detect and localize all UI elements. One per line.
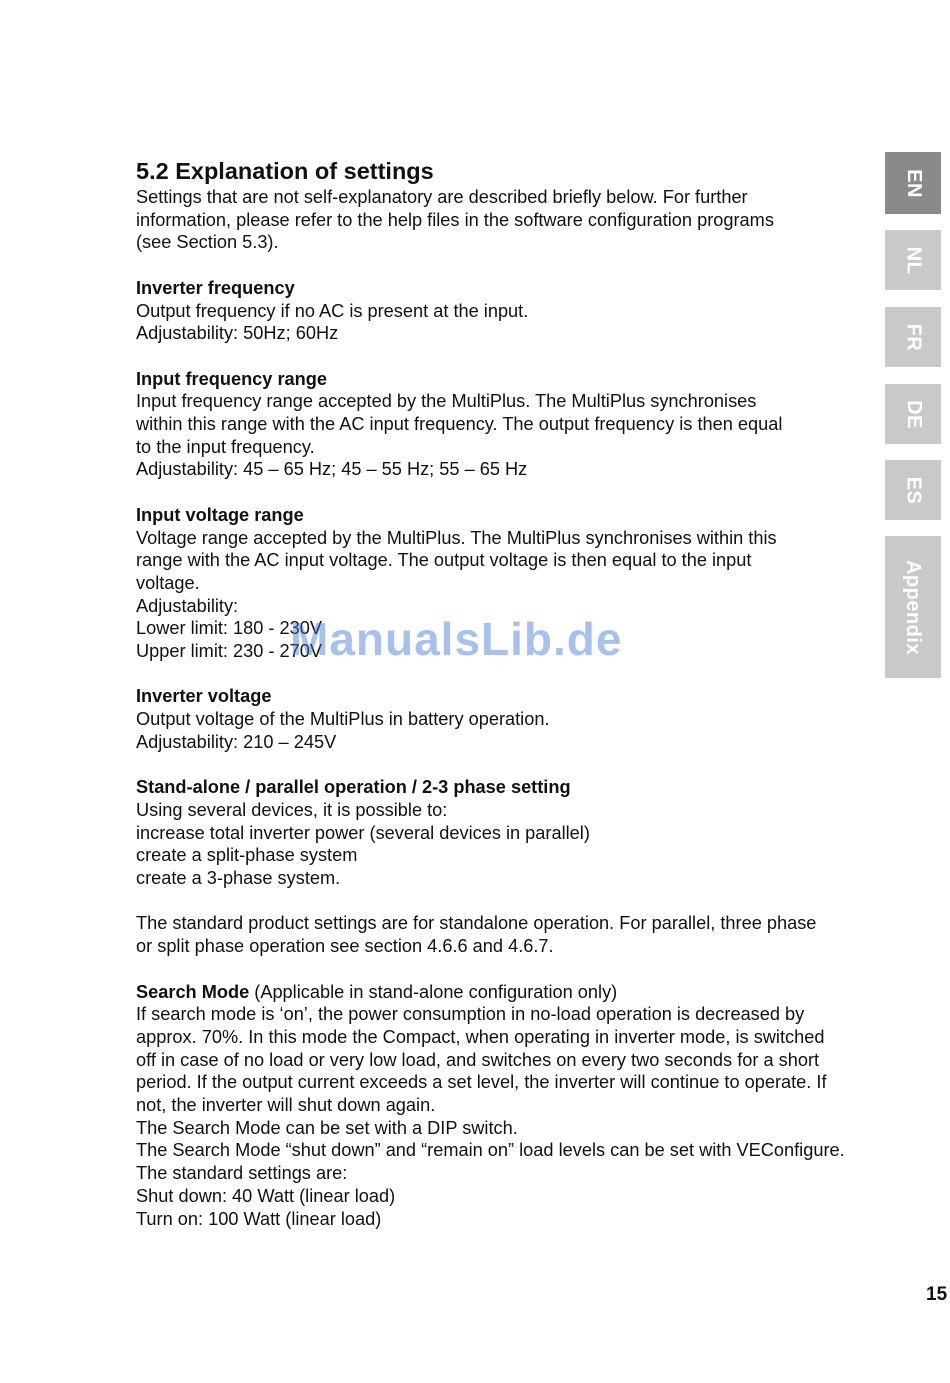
tab-fr[interactable] — [885, 307, 941, 367]
section-heading: Search Mode — [136, 981, 250, 1002]
watermark: ManualsLib.de — [290, 613, 623, 665]
section-heading: Inverter voltage — [136, 686, 272, 707]
body-line: range with the AC input voltage. The output voltage is then equal to the input — [136, 550, 752, 571]
section-input-frequency-range — [136, 368, 911, 482]
tab-appendix[interactable] — [885, 536, 941, 678]
body-line: to the input frequency. — [136, 436, 315, 457]
body-line: Using several devices, it is possible to: — [136, 799, 448, 820]
tab-nl[interactable] — [885, 230, 941, 290]
intro-line: (see Section 5.3). — [136, 232, 279, 253]
body-line: within this range with the AC input frequency. The output frequency is then equal — [136, 414, 783, 434]
section-heading: Input voltage range — [136, 504, 304, 525]
body-line: Shut down: 40 Watt (linear load) — [136, 1185, 396, 1206]
body-line: approx. 70%. In this mode the Compact, when operating in inverter mode, is switched — [136, 1026, 825, 1047]
body-line: Adjustability: 50Hz; 60Hz — [136, 323, 339, 344]
body-line: Adjustability: — [136, 595, 239, 616]
tab-label: EN — [902, 168, 925, 198]
page-number: 15 — [926, 1284, 948, 1305]
body-line: Output frequency if no AC is present at the input. — [136, 300, 529, 321]
tab-en[interactable] — [885, 152, 941, 214]
tab-label: FR — [902, 323, 925, 351]
intro-line: Settings that are not self-explanatory are described briefly below. For further — [136, 187, 748, 207]
body-line: not, the inverter will shut down again. — [136, 1095, 436, 1116]
tab-de[interactable] — [885, 384, 941, 444]
tab-label: DE — [902, 399, 925, 429]
section-heading: Input frequency range — [136, 368, 327, 389]
body-line: period. If the output current exceeds a set level, the inverter will continue to operate. If — [136, 1072, 827, 1093]
body-line: Voltage range accepted by the MultiPlus. The MultiPlus synchronises within this — [136, 527, 777, 548]
tab-label: NL — [902, 246, 925, 274]
body-line: or split phase operation see section 4.6.6 and 4.6.7. — [136, 936, 554, 957]
section-parallel-operation — [136, 776, 911, 958]
section-heading: Inverter frequency — [136, 277, 295, 298]
body-line: increase total inverter power (several devices in parallel) — [136, 822, 590, 843]
section-inverter-voltage — [136, 685, 911, 753]
section-inverter-frequency — [136, 277, 911, 345]
body-line: If search mode is ‘on’, the power consumption in no-load operation is decreased by — [136, 1004, 805, 1025]
section-heading: Stand-alone / parallel operation / 2-3 phase setting — [136, 777, 571, 798]
tab-label: ES — [902, 476, 925, 504]
section-title: 5.2 Explanation of settings — [136, 158, 434, 184]
body-line: Adjustability: 45 – 65 Hz; 45 – 55 Hz; 55 – 65 Hz — [136, 459, 528, 480]
body-line: Adjustability: 210 – 245V — [136, 731, 337, 752]
body-line: The Search Mode can be set with a DIP switch. — [136, 1117, 518, 1138]
section-heading-line — [136, 981, 911, 1004]
body-line: off in case of no load or very low load, and switches on every two seconds for a short — [136, 1049, 820, 1070]
body-line: create a split-phase system — [136, 845, 358, 866]
body-line: voltage. — [136, 572, 200, 593]
body-line: Turn on: 100 Watt (linear load) — [136, 1208, 382, 1229]
tab-es[interactable] — [885, 460, 941, 520]
body-line: The standard product settings are for standalone operation. For parallel, three phase — [136, 913, 817, 934]
body-line: The Search Mode “shut down” and “remain on” load levels can be set with VEConfigure. — [136, 1140, 845, 1161]
body-line: create a 3-phase system. — [136, 868, 341, 889]
intro-line: information, please refer to the help files in the software configuration programs — [136, 209, 774, 230]
heading-suffix: (Applicable in stand-alone configuration only) — [249, 981, 618, 1002]
document-body — [136, 156, 911, 1230]
paragraph-gap — [136, 890, 911, 913]
body-line: Lower limit: 180 - 230V — [136, 618, 323, 639]
section-search-mode — [136, 981, 911, 1231]
tab-label: Appendix — [902, 559, 925, 655]
body-line: Upper limit: 230 - 270V — [136, 641, 323, 662]
body-line: The standard settings are: — [136, 1163, 348, 1184]
body-line: Input frequency range accepted by the MultiPlus. The MultiPlus synchronises — [136, 391, 757, 412]
body-line: Output voltage of the MultiPlus in battery operation. — [136, 709, 550, 730]
